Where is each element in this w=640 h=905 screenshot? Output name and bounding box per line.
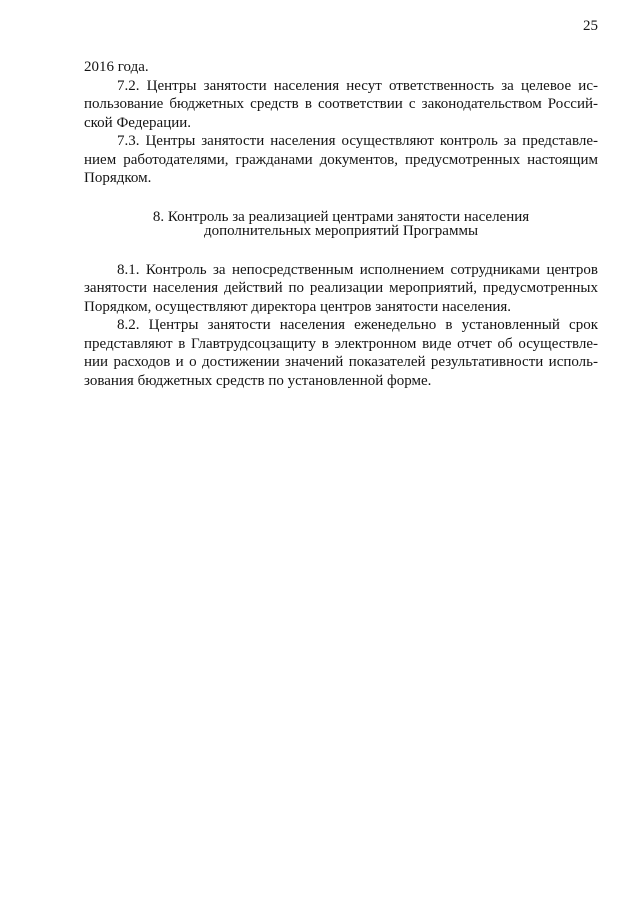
text-line: ской Федерации.	[84, 114, 192, 131]
text-line: Порядком.	[84, 170, 152, 186]
paragraph-7-3	[84, 132, 598, 188]
text-line: 7.3. Центры занятости населения осуществляют контроль за представле-	[117, 133, 598, 149]
text-line: представляют в Главтрудсоцзащиту в электронном виде отчет об осуществле-	[84, 335, 598, 352]
text-line: 8.1. Контроль за непосредственным исполнением сотрудниками центров	[117, 261, 598, 278]
heading-line: 8. Контроль за реализацией центрами занятости населения	[152, 208, 530, 225]
text-line: пользование бюджетных средств в соответствии с законодательством Россий-	[84, 96, 598, 112]
paragraph-continuation	[84, 58, 598, 77]
text-line: 7.2. Центры занятости населения несут ответственность за целевое ис-	[117, 77, 598, 94]
paragraph-8-1	[84, 261, 598, 317]
document-body	[84, 58, 598, 390]
paragraph-7-2	[84, 77, 598, 133]
section-heading	[84, 210, 598, 239]
text-line: зования бюджетных средств по установленной форме.	[84, 372, 432, 389]
paragraph-8-2	[84, 316, 598, 390]
text-line: Порядком, осуществляют директора центров занятости населения.	[84, 298, 512, 315]
text-line: занятости населения действий по реализации мероприятий, предусмотренных	[84, 280, 598, 296]
page-number: 25	[583, 18, 598, 34]
text-line: 2016 года.	[84, 59, 149, 75]
text-line: 8.2. Центры занятости населения еженедельно в установленный срок	[117, 317, 598, 333]
text-line: нии расходов и о достижении значений показателей результативности исполь-	[84, 354, 598, 370]
text-line: нием работодателями, гражданами документов, предусмотренных настоящим	[84, 151, 598, 168]
heading-line: дополнительных мероприятий Программы	[203, 223, 479, 239]
